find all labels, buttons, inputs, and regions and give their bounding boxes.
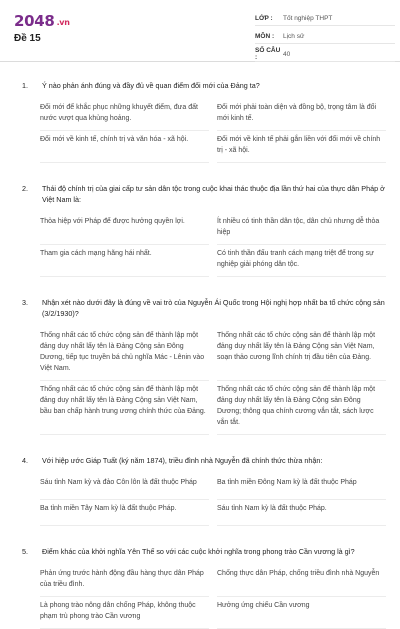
logo-text: 2048 [14,12,55,30]
question-text: Nhận xét nào dưới đây là đúng về vai trò của Nguyễn Ái Quốc trong Hội nghị hợp nhất ba tổ chức cộng sản (3/2/1930)? [42,298,385,318]
question-list [0,80,400,629]
page-header [0,0,400,62]
question-number: 3. [22,298,28,307]
answer-option[interactable]: Ít nhiều có tinh thần dân tộc, dân chủ nhưng dễ thỏa hiệp [217,213,386,245]
answer-option[interactable]: Sáu tỉnh Nam kỳ và đảo Côn lôn là đất thuộc Pháp [40,474,209,500]
question-text: Điểm khác của khởi nghĩa Yên Thế so với các cuộc khởi nghĩa trong phong trào Cần vương là gì? [42,547,355,556]
question-1 [22,80,386,163]
answer-option[interactable]: Sáu tỉnh Nam kỳ là đất thuộc Pháp. [217,500,386,526]
exam-meta [255,11,395,65]
question-5 [22,546,386,629]
question-text: Với hiệp ước Giáp Tuất (ký năm 1874), triều đình nhà Nguyễn đã chính thức thừa nhận: [42,456,323,465]
question-2 [22,183,386,277]
question-text: Ý nào phản ánh đúng và đầy đủ về quan điểm đổi mới của Đảng ta? [42,81,260,90]
meta-row-count [255,47,395,62]
answer-options [40,565,386,629]
answer-option[interactable]: Có tinh thần đấu tranh cách mạng triệt để trong sự nghiệp giải phóng dân tộc. [217,245,386,277]
meta-label: MÔN : [255,32,275,40]
answer-options [40,99,386,163]
answer-option[interactable]: Ba tỉnh miền Tây Nam kỳ là đất thuộc Pháp. [40,500,209,526]
question-text: Thái độ chính trị của giai cấp tư sản dân tộc trong cuộc khai thác thuộc địa lần thứ hai của thực dân Pháp ở Việt Nam là: [42,184,385,204]
exam-code: Đề 15 [14,33,41,44]
answer-option[interactable]: Là phong trào nông dân chống Pháp, không thuộc phạm trù phong trào Cần vương [40,597,209,629]
question-number: 2. [22,184,28,193]
answer-option[interactable]: Thống nhất các tổ chức cộng sản để thành lập một đảng duy nhất lấy tên là Đảng Cộng sản Việt Nam, soạn thảo cương lĩnh chính trị đầu tiên của Đảng. [217,327,386,381]
answer-option[interactable]: Thống nhất các tổ chức cộng sản để thành lập một đảng duy nhất lấy tên là Đảng Cộng sản Đông Dương; thông qua chính cương vắn tắt, sách lược vắn tắt. [217,381,386,435]
answer-options [40,213,386,277]
question-number: 4. [22,456,28,465]
answer-option[interactable]: Chống thực dân Pháp, chống triều đình nhà Nguyễn [217,565,386,597]
meta-row-subject [255,29,395,44]
answer-option[interactable]: Tham gia cách mạng hăng hái nhất. [40,245,209,277]
answer-option[interactable]: Thống nhất các tổ chức cộng sản để thành lập một đảng duy nhất lấy tên là Đảng Cộng sản Việt Nam, bầu ban chấp hành trung ương chính thức của Đảng. [40,381,209,435]
question-3 [22,297,386,435]
answer-options [40,327,386,435]
meta-value: Lịch sử [283,32,305,40]
question-number: 1. [22,81,28,90]
meta-label: LỚP : [255,14,273,22]
answer-option[interactable]: Ba tỉnh miền Đông Nam kỳ là đất thuộc Pháp [217,474,386,500]
site-logo[interactable] [14,12,70,30]
answer-option[interactable]: Đổi mới phải toàn diện và đồng bộ, trọng tâm là đổi mới kinh tế. [217,99,386,131]
logo-suffix: .vn [56,18,70,27]
question-number: 5. [22,547,28,556]
answer-option[interactable]: Hưởng ứng chiếu Cần vương [217,597,386,629]
meta-value: Tốt nghiệp THPT [283,14,333,22]
answer-options [40,474,386,526]
answer-option[interactable]: Đổi mới về kinh tế, chính trị và văn hóa - xã hội. [40,131,209,163]
answer-option[interactable]: Thống nhất các tổ chức cộng sản để thành lập một đảng duy nhất lấy tên là Đảng Cộng sản Đông Dương, tiếp tục truyền bá chủ nghĩa Mác - Lênin vào Việt Nam. [40,327,209,381]
question-4 [22,455,386,526]
meta-row-class [255,11,395,26]
answer-option[interactable]: Đổi mới để khắc phục những khuyết điểm, đưa đất nước vượt qua khủng hoảng. [40,99,209,131]
answer-option[interactable]: Thỏa hiệp với Pháp để được hưởng quyền lợi. [40,213,209,245]
meta-value: 40 [283,50,291,58]
meta-label: SỐ CÂU : [255,47,281,61]
answer-option[interactable]: Phản ứng trước hành động đầu hàng thực dân Pháp của triều đình. [40,565,209,597]
answer-option[interactable]: Đổi mới về kinh tế phải gắn liền với đổi mới về chính trị - xã hội. [217,131,386,163]
